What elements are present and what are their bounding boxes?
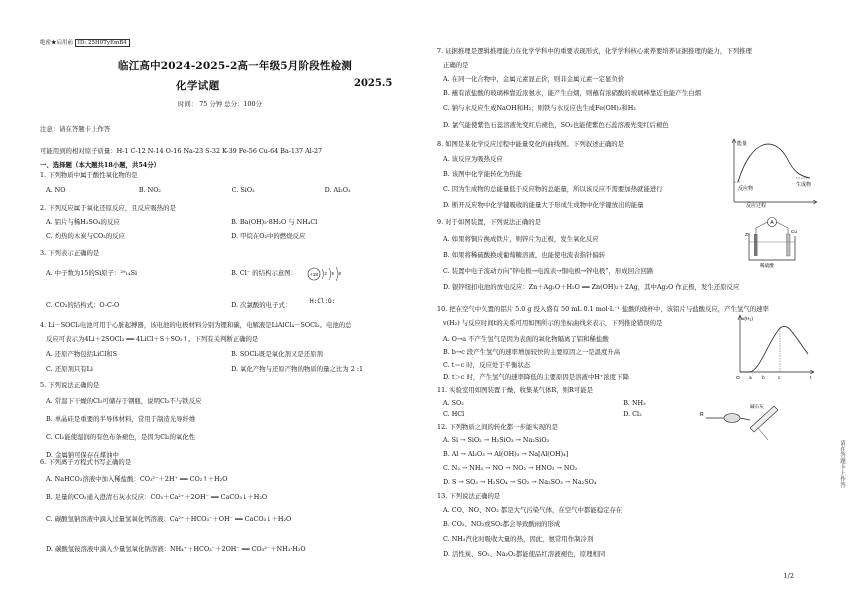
question-stem: 1. 下列物质中属于酸性氧化物的是 — [40, 171, 138, 179]
option-a: A. 还原产物包括LiCl和S — [46, 350, 118, 358]
time-score: 时间： 75 分钟 总分：100分 — [178, 100, 262, 108]
option-b: B. 足量的CO₂通入澄清石灰水反应：CO₂＋Ca²⁺＋2OH⁻ ══ CaCO₃↓＋H₂O — [46, 493, 268, 501]
option-d: D. 氯气能使紫色石蕊溶液先变红后褪色，SO₂也能使紫色石蕊溶液先变红后褪色 — [443, 121, 669, 129]
option-a: A. 常温下干燥的Cl₂可储存于钢瓶，说明Cl₂不与铁反应 — [46, 397, 202, 405]
exam-date: 2025.5 — [354, 78, 393, 89]
question-stem: 8. 如图是某化学反应过程中能量变化的曲线图。下列叙述正确的是 — [437, 140, 625, 148]
option-d: D. 银锌纽扣电池的放电反应：Zn＋Ag₂O＋H₂O ══ Zn(OH)₂＋2Ag，其中Ag₂O 作正极，发生还原反应 — [443, 283, 740, 291]
option-d: D. S → SO₃ → H₂SO₄ → SO₂ → Na₂SO₃ → Na₂SO₄ — [443, 478, 597, 486]
rate-curve — [740, 326, 808, 372]
subject-title: 化学试题 — [176, 80, 220, 92]
notice: 注意：请在答题卡上作答 — [40, 125, 111, 133]
option-c: C. 碳酸氢钠溶液中滴入过量氢氧化钙溶液：Ca²⁺＋HCO₃⁻＋OH⁻ ══ CaCO₃↓＋H₂O — [46, 515, 292, 523]
wire-right — [777, 222, 789, 238]
option-b: B. Cl⁻ 的结构示意图： — [231, 269, 297, 277]
galvanic-cell-diagram — [742, 216, 802, 268]
desiccant-label: 碱石灰 — [750, 404, 764, 409]
question-stem: 13. 下列说法正确的是 — [437, 492, 501, 500]
option-c: C. NH₃汽化时吸收大量的热，因此，氨常用作制冷剂 — [443, 535, 594, 543]
question-stem: 12. 下列物质之间的转化都一步能实现的是 — [437, 423, 558, 431]
question-stem: 11. 实验室用如图装置干燥、收集某气体R，则R可能是 — [437, 386, 594, 394]
option-d: D. 次氯酸的电子式： — [231, 301, 292, 309]
collection-tube — [750, 406, 778, 432]
option-b: B. NH₃ — [623, 399, 646, 407]
tick-b: b — [762, 376, 765, 380]
option-b: B. b→c 段产生氢气的速率增加较快的主要原因之一是温度升高 — [443, 348, 621, 356]
question-stem: 7. 证据推理是逻辑推理能力在化学学科中的重要表现形式，化学学科核心素养要培养证据推理的能力，下列推理 — [437, 47, 752, 55]
option-b: B. 如果将稀硫酸换成葡萄糖溶液，也能使电流表指针偏转 — [443, 251, 606, 259]
electron-formula: H:Cl:O: — [310, 298, 336, 305]
option-a: A. CO、NO、NO₂ 都是大气污染气体，在空气中都能稳定存在 — [443, 506, 623, 514]
option-d: D. 甲烷在O₂中的燃烧反应 — [231, 232, 306, 240]
option-d: D. 金属钠可保存在煤油中 — [46, 451, 119, 459]
drying-tube — [724, 414, 740, 423]
secret-label: 绝密★启用前 ID: 25H0TyEmB4 — [40, 38, 130, 46]
option-b: B. 该图中化学能转化为热能 — [443, 170, 523, 178]
option-d: D. Al₂O₃ — [324, 186, 351, 194]
option-d: D. t＞c 时，产生氢气的速率降低的主要原因是溶液中H⁺浓度下降 — [443, 373, 629, 381]
question-stem: v(H₂) 与反应时间t的关系可用如图所示的坐标曲线来表示，下列推论错误的是 — [443, 319, 663, 327]
tick-a: a — [749, 376, 752, 380]
option-a: A. NaHCO₃溶液中加入稀盐酸：CO₃²⁻＋2H⁺ ══ CO₂↑＋H₂O — [46, 475, 228, 483]
option-a: A. SO₂ — [443, 399, 464, 407]
tick-o: O — [736, 376, 740, 380]
option-a: A. NO — [46, 186, 66, 194]
atomic-masses: 可能用到的相对原子质量：H-1 C-12 N-14 O-16 Na-23 S-32 K-39 Fe-56 Cu-64 Ba-137 Al-27 — [40, 147, 323, 155]
shell-count-2: 8 — [331, 271, 334, 276]
option-a: A. O→a 不产生氢气是因为表面的氧化物隔离了铝和稀盐酸 — [443, 335, 609, 343]
option-c: C. 还原剂只有Li — [46, 365, 93, 373]
option-b: B. NO₂ — [138, 186, 161, 194]
option-a: A. 中子数为15的Si原子：²⁹₁₄Si — [46, 269, 138, 277]
question-stem: 5. 下列说法正确的是 — [40, 381, 100, 389]
option-a: A. 在同一化合物中，金属元素显正价，则非金属元素一定显负价 — [443, 75, 625, 83]
copper-electrode — [787, 234, 791, 256]
zn-label: Zn — [745, 232, 751, 237]
ammeter-label: A — [770, 220, 774, 226]
energy-label: 能量 — [737, 141, 748, 147]
outlet-tube — [758, 428, 768, 440]
option-a: A. 铝片与稀H₂SO₄的反应 — [46, 218, 120, 226]
option-c: C. SiO₂ — [231, 186, 255, 194]
question-stem: 10. 把在空气中久置的铝片 5.0 g 投入盛有 50 mL 0.1 mol·L⁻¹ 盐酸的烧杯中，该铝片与盐酸反应，产生氢气的速率 — [437, 305, 769, 313]
option-d: D. 碳酸氢铵溶液中滴入少量氢氧化钠溶液：NH₄⁺＋HCO₃⁻＋2OH⁻ ══ CO₃²⁻＋NH₃·H₂O — [46, 545, 306, 553]
cl-ion-diagram — [306, 266, 350, 282]
option-c: C. 钠与水反应生成NaOH和H₂；则铁与水反应也生成Fe(OH)₃和H₂ — [443, 104, 636, 112]
option-b: B. SOCl₂既是氧化剂又是还原剂 — [231, 350, 323, 358]
option-b: B. 单晶硅是重要的半导体材料，常用于制造光导纤维 — [46, 415, 196, 423]
option-d: D. 活性炭、SO₂、Na₂O₂都能使品红溶液褪色，原理相同 — [443, 550, 606, 558]
option-c: C. t＝c 时，反应处于平衡状态 — [443, 361, 531, 369]
reactant-label: 反应物 — [738, 186, 754, 192]
option-c: C. Cl₂能使湿润的有色布条褪色，是因为Cl₂的氧化性 — [46, 433, 196, 441]
connector-tube — [740, 418, 750, 420]
electrolyte-label: 稀硫酸 — [760, 263, 774, 268]
shell-count-3: 8 — [338, 271, 341, 276]
zinc-electrode — [754, 234, 758, 256]
option-c: C. 因为生成物的总能量低于反应物的总能量，所以该反应不需要加热就能进行 — [443, 185, 663, 193]
y-axis-label: v(H₂) — [742, 317, 753, 322]
cu-label: Cu — [791, 229, 797, 234]
tick-c: c — [778, 376, 781, 380]
shell-arc-2 — [329, 268, 331, 280]
x-axis-label: 反应过程 — [746, 203, 767, 208]
question-stem: 正确的是 — [443, 61, 469, 69]
option-c: C. CO₂的结构式：O-C-O — [46, 301, 120, 309]
question-stem: 4. Li－SOCl₂电池可用于心脏起搏器，该电池的电极材料分别为锂和碳，电解液是LiAlCl₄－SOCl₂。电池的总 — [40, 321, 352, 329]
nucleus-charge: +18 — [310, 272, 318, 277]
option-b: B. CO₂、NO₂或SO₂都会导致酸雨的形成 — [443, 520, 561, 528]
id-tag: ID: 25H0TyEmB4 — [75, 39, 130, 47]
option-b: B. Ba(OH)₂·8H₂O 与 NH₄Cl — [231, 218, 318, 226]
energy-curve — [738, 144, 810, 182]
option-a: A. 如果将铜片换成铁片，则锌片为正极，发生氧化反应 — [443, 235, 599, 243]
side-note: 请在答题卡上作答 — [839, 440, 845, 488]
product-label: 生成物 — [796, 182, 812, 188]
option-a: A. 该反应为吸热反应 — [443, 155, 503, 163]
shell-arc-1 — [322, 269, 324, 279]
question-stem: 9. 对于如图装置，下列说法正确的是 — [437, 218, 541, 226]
question-stem: 2. 下列反应属于氧化还原反应，且反应吸热的是 — [40, 204, 176, 212]
option-a: A. Si → SiO₂ → H₂SiO₃ → Na₂SiO₃ — [443, 436, 550, 444]
wire-left — [756, 222, 768, 238]
page-number: 1/2 — [783, 572, 794, 580]
drying-apparatus-diagram — [698, 398, 784, 448]
energy-diagram — [726, 136, 820, 208]
tick-t: t — [810, 376, 812, 380]
rate-curve-diagram — [730, 312, 816, 380]
inlet-label: R — [700, 412, 704, 418]
option-c: C. 灼热的木炭与CO₂的反应 — [46, 232, 125, 240]
question-stem: 3. 下列表示正确的是 — [40, 249, 100, 257]
option-c: C. N₂ → NH₃ → NO → NO₂ → HNO₃ → NO₂ — [443, 464, 578, 472]
option-c: C. 装置中电子流动方向“锌电极→电流表→铜电极→锌电极”，形成回合回路 — [443, 267, 654, 275]
option-b: B. 蘸有浓盐酸的玻璃棒靠近浓氨水，能产生白烟，则蘸有浓硝酸的玻璃棒靠近也能产生白烟 — [443, 89, 701, 97]
exam-title: 临江高中2024-2025-2高一年级5月阶段性检测 — [118, 60, 352, 72]
option-b: B. Al → Al₂O₃ → Al(OH)₃ → Na[Al(OH)₄] — [443, 450, 569, 458]
question-stem: 反应可表示为4Li＋2SOCl₂ ══ 4LiCl＋S＋SO₂↑。下列有关判断正确的是 — [46, 335, 259, 343]
option-d: D. 氧化产物与还原产物的物质的量之比为 2 :1 — [231, 365, 364, 373]
option-c: C. HCl — [443, 410, 465, 418]
option-d: D. Cl₂ — [623, 410, 642, 418]
shell-count-1: 2 — [324, 271, 327, 276]
question-stem: 6. 下列离子方程式书写正确的是 — [40, 458, 132, 466]
option-d: D. 断开反应物中化学键吸收的能量大于形成生成物中化学键放出的能量 — [443, 201, 644, 209]
section-heading: 一、选择题（本大题共18小题，共54分） — [40, 161, 161, 169]
